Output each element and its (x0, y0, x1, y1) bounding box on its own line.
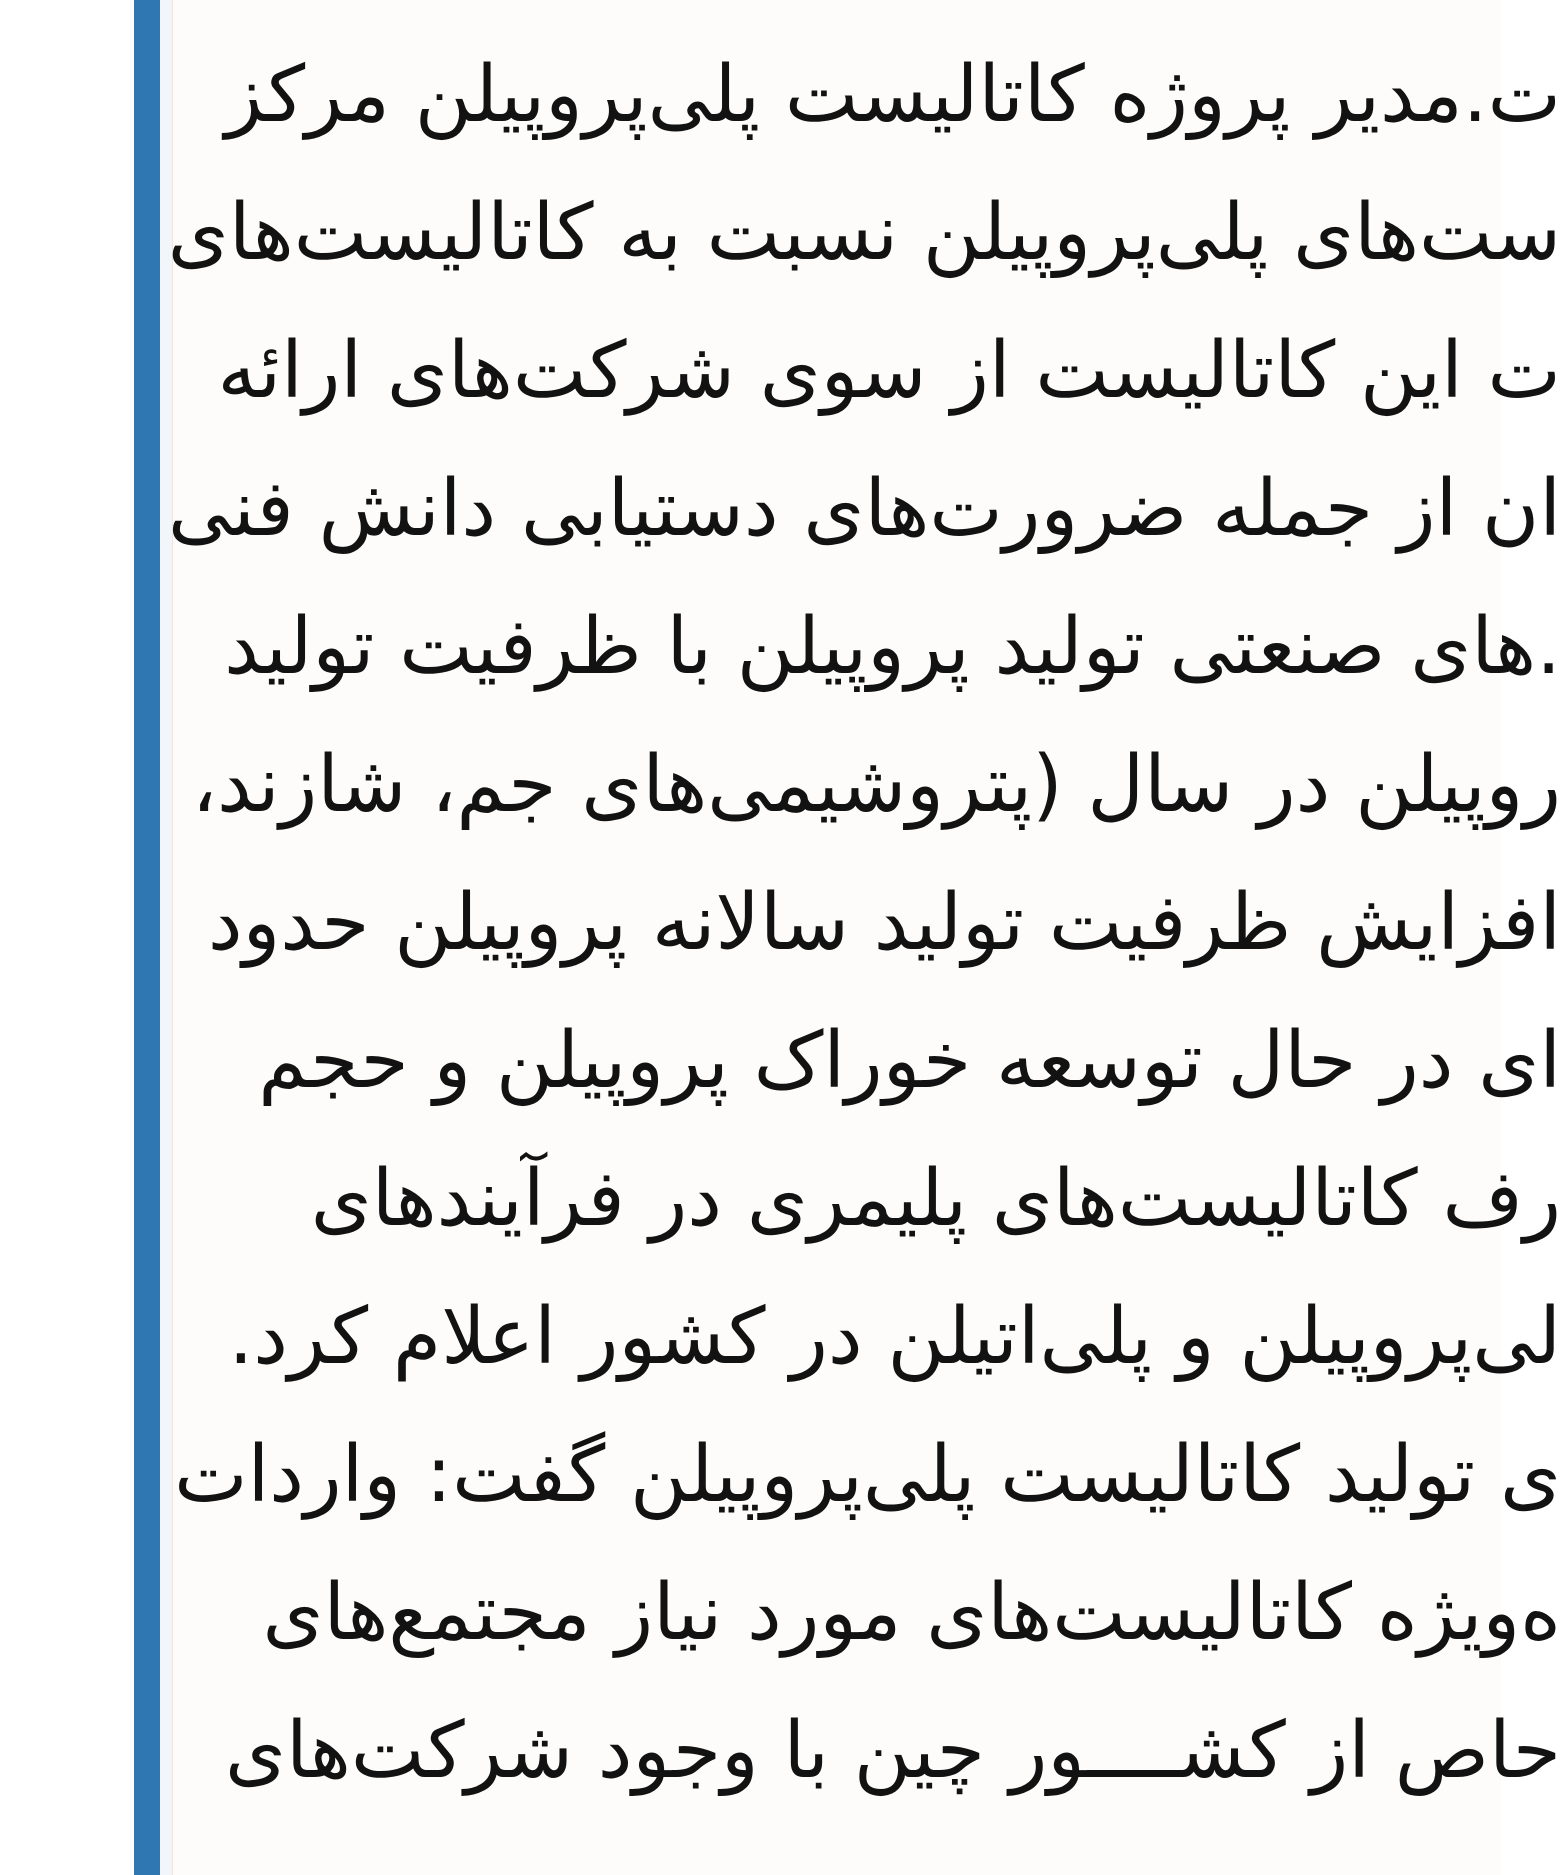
article-line: افزایش ظرفیت تولید سالانه پروپیلن حدود (207, 878, 1561, 968)
blue-sidebar-bar (134, 0, 160, 1875)
left-margin (0, 0, 134, 1875)
article-line: ان از جمله ضرورت‌های دستیابی دانش فنی (167, 464, 1561, 554)
article-line: حاص از کشــــور چین با وجود شرکت‌های (224, 1706, 1561, 1796)
article-line: ت این کاتالیست از سوی شرکت‌های ارائه (217, 326, 1561, 416)
article-line: رف کاتالیست‌های پلیمری در فرآیندهای (310, 1154, 1561, 1244)
article-line: ت.مدیر پروژه کاتالیست پلی‌پروپیلن مرکز (224, 50, 1561, 140)
article-line: .های صنعتی تولید پروپیلن با ظرفیت تولید (224, 602, 1561, 692)
article-line: ی تولید کاتالیست پلی‌پروپیلن گفت: واردات (174, 1430, 1561, 1520)
article-line: روپیلن در سال (پتروشیمی‌های جم، شازند، (191, 740, 1561, 830)
article-text-column (167, 0, 1561, 1875)
article-line: ه‌ویژه کاتالیست‌های مورد نیاز مجتمع‌های (262, 1568, 1561, 1658)
article-line: لی‌پروپیلن و پلی‌اتیلن در کشور اعلام کرد. (228, 1292, 1561, 1382)
article-line: ای در حال توسعه خوراک پروپیلن و حجم (258, 1016, 1561, 1106)
article-line: ست‌های پلی‌پروپیلن نسبت به کاتالیست‌های (167, 188, 1561, 278)
